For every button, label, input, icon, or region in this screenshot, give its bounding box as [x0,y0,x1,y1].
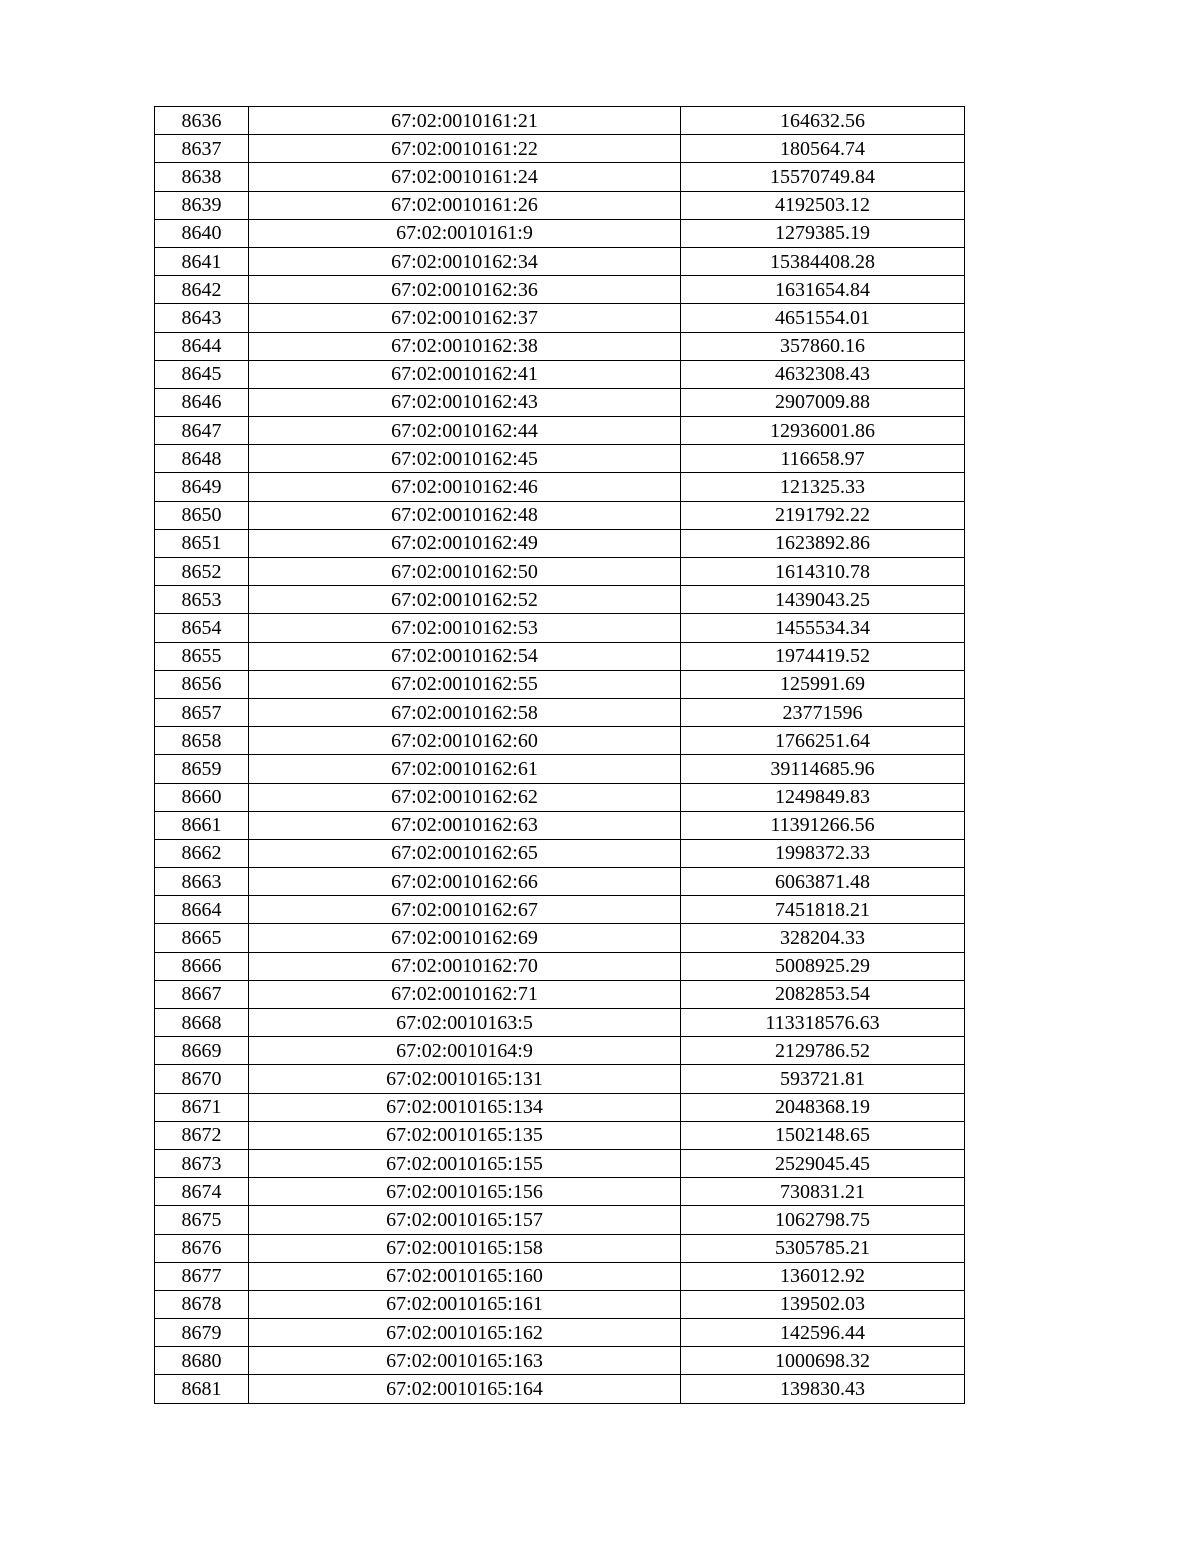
row-number-cell: 8645 [155,360,249,388]
table-row [155,952,965,980]
table-row [155,107,965,135]
cadastral-number-cell: 67:02:0010162:62 [249,783,681,811]
row-number-cell: 8670 [155,1065,249,1093]
row-number-cell: 8660 [155,783,249,811]
cadastral-number-cell: 67:02:0010162:61 [249,755,681,783]
table-row [155,247,965,275]
cadastral-value-cell: 113318576.63 [681,1009,965,1037]
cadastral-value-cell: 2191792.22 [681,501,965,529]
cadastral-value-cell: 180564.74 [681,135,965,163]
cadastral-value-cell: 1631654.84 [681,276,965,304]
row-number-cell: 8644 [155,332,249,360]
table-row [155,1262,965,1290]
table-row [155,276,965,304]
cadastral-number-cell: 67:02:0010161:24 [249,163,681,191]
cadastral-number-cell: 67:02:0010162:34 [249,247,681,275]
row-number-cell: 8658 [155,727,249,755]
row-number-cell: 8642 [155,276,249,304]
cadastral-number-cell: 67:02:0010162:43 [249,388,681,416]
cadastral-number-cell: 67:02:0010162:55 [249,670,681,698]
table-row [155,304,965,332]
table-row [155,811,965,839]
table-row [155,1093,965,1121]
cadastral-number-cell: 67:02:0010162:37 [249,304,681,332]
table-row [155,839,965,867]
cadastral-number-cell: 67:02:0010162:44 [249,417,681,445]
cadastral-value-cell: 2907009.88 [681,388,965,416]
cadastral-value-cell: 1000698.32 [681,1347,965,1375]
cadastral-number-cell: 67:02:0010162:36 [249,276,681,304]
row-number-cell: 8676 [155,1234,249,1262]
cadastral-number-cell: 67:02:0010162:70 [249,952,681,980]
cadastral-number-cell: 67:02:0010162:54 [249,642,681,670]
table-row [155,445,965,473]
row-number-cell: 8653 [155,586,249,614]
cadastral-value-cell: 1614310.78 [681,558,965,586]
row-number-cell: 8648 [155,445,249,473]
cadastral-number-cell: 67:02:0010162:48 [249,501,681,529]
table-row [155,473,965,501]
cadastral-number-cell: 67:02:0010165:155 [249,1149,681,1177]
cadastral-value-table [154,106,965,1404]
cadastral-value-cell: 125991.69 [681,670,965,698]
row-number-cell: 8669 [155,1037,249,1065]
table-row [155,896,965,924]
row-number-cell: 8678 [155,1290,249,1318]
cadastral-value-cell: 116658.97 [681,445,965,473]
cadastral-value-cell: 39114685.96 [681,755,965,783]
row-number-cell: 8679 [155,1319,249,1347]
row-number-cell: 8663 [155,868,249,896]
cadastral-value-cell: 139502.03 [681,1290,965,1318]
cadastral-number-cell: 67:02:0010162:65 [249,839,681,867]
table-row [155,614,965,642]
cadastral-number-cell: 67:02:0010165:158 [249,1234,681,1262]
row-number-cell: 8656 [155,670,249,698]
cadastral-value-cell: 1439043.25 [681,586,965,614]
row-number-cell: 8674 [155,1178,249,1206]
cadastral-value-cell: 11391266.56 [681,811,965,839]
cadastral-value-cell: 1974419.52 [681,642,965,670]
table-row [155,1347,965,1375]
table-row [155,1319,965,1347]
cadastral-number-cell: 67:02:0010165:163 [249,1347,681,1375]
cadastral-value-cell: 1502148.65 [681,1121,965,1149]
table-row [155,558,965,586]
cadastral-number-cell: 67:02:0010161:22 [249,135,681,163]
table-row [155,924,965,952]
row-number-cell: 8640 [155,219,249,247]
table-row [155,191,965,219]
row-number-cell: 8654 [155,614,249,642]
row-number-cell: 8671 [155,1093,249,1121]
cadastral-value-cell: 1279385.19 [681,219,965,247]
cadastral-value-cell: 15570749.84 [681,163,965,191]
row-number-cell: 8666 [155,952,249,980]
row-number-cell: 8665 [155,924,249,952]
table-row [155,1037,965,1065]
row-number-cell: 8641 [155,247,249,275]
cadastral-number-cell: 67:02:0010165:161 [249,1290,681,1318]
row-number-cell: 8651 [155,529,249,557]
table-row [155,783,965,811]
cadastral-value-cell: 15384408.28 [681,247,965,275]
row-number-cell: 8681 [155,1375,249,1403]
cadastral-value-cell: 1062798.75 [681,1206,965,1234]
cadastral-value-cell: 121325.33 [681,473,965,501]
table-row [155,1178,965,1206]
cadastral-number-cell: 67:02:0010162:67 [249,896,681,924]
cadastral-value-cell: 1623892.86 [681,529,965,557]
cadastral-value-cell: 1455534.34 [681,614,965,642]
row-number-cell: 8675 [155,1206,249,1234]
row-number-cell: 8637 [155,135,249,163]
cadastral-value-cell: 5008925.29 [681,952,965,980]
row-number-cell: 8662 [155,839,249,867]
table-row [155,1065,965,1093]
cadastral-number-cell: 67:02:0010165:164 [249,1375,681,1403]
row-number-cell: 8638 [155,163,249,191]
table-row [155,1121,965,1149]
table-row [155,980,965,1008]
table-row [155,1234,965,1262]
cadastral-number-cell: 67:02:0010165:160 [249,1262,681,1290]
cadastral-number-cell: 67:02:0010162:60 [249,727,681,755]
cadastral-value-cell: 136012.92 [681,1262,965,1290]
cadastral-number-cell: 67:02:0010163:5 [249,1009,681,1037]
cadastral-value-cell: 4632308.43 [681,360,965,388]
row-number-cell: 8664 [155,896,249,924]
cadastral-number-cell: 67:02:0010164:9 [249,1037,681,1065]
table-row [155,642,965,670]
cadastral-number-cell: 67:02:0010162:69 [249,924,681,952]
table-row [155,163,965,191]
cadastral-number-cell: 67:02:0010162:49 [249,529,681,557]
table-row [155,670,965,698]
row-number-cell: 8655 [155,642,249,670]
row-number-cell: 8659 [155,755,249,783]
cadastral-value-cell: 1766251.64 [681,727,965,755]
cadastral-number-cell: 67:02:0010162:66 [249,868,681,896]
table-row [155,529,965,557]
cadastral-value-cell: 2048368.19 [681,1093,965,1121]
cadastral-number-cell: 67:02:0010162:41 [249,360,681,388]
table-row [155,501,965,529]
table-row [155,1375,965,1403]
table-row [155,1009,965,1037]
row-number-cell: 8672 [155,1121,249,1149]
cadastral-value-cell: 2082853.54 [681,980,965,1008]
table-row [155,755,965,783]
table-row [155,1149,965,1177]
row-number-cell: 8639 [155,191,249,219]
cadastral-number-cell: 67:02:0010161:26 [249,191,681,219]
cadastral-value-cell: 12936001.86 [681,417,965,445]
table-row [155,360,965,388]
row-number-cell: 8667 [155,980,249,1008]
cadastral-value-cell: 2529045.45 [681,1149,965,1177]
row-number-cell: 8677 [155,1262,249,1290]
table-row [155,332,965,360]
cadastral-value-cell: 2129786.52 [681,1037,965,1065]
cadastral-number-cell: 67:02:0010165:131 [249,1065,681,1093]
cadastral-value-cell: 139830.43 [681,1375,965,1403]
table-body [155,107,965,1404]
table-row [155,388,965,416]
row-number-cell: 8673 [155,1149,249,1177]
row-number-cell: 8643 [155,304,249,332]
cadastral-value-cell: 328204.33 [681,924,965,952]
table-row [155,698,965,726]
row-number-cell: 8650 [155,501,249,529]
table-row [155,417,965,445]
cadastral-value-cell: 1249849.83 [681,783,965,811]
cadastral-value-cell: 164632.56 [681,107,965,135]
row-number-cell: 8649 [155,473,249,501]
table-row [155,1206,965,1234]
cadastral-number-cell: 67:02:0010161:9 [249,219,681,247]
cadastral-number-cell: 67:02:0010162:46 [249,473,681,501]
table-row [155,135,965,163]
row-number-cell: 8661 [155,811,249,839]
cadastral-value-cell: 6063871.48 [681,868,965,896]
cadastral-value-cell: 357860.16 [681,332,965,360]
cadastral-number-cell: 67:02:0010162:45 [249,445,681,473]
cadastral-number-cell: 67:02:0010162:52 [249,586,681,614]
cadastral-number-cell: 67:02:0010162:50 [249,558,681,586]
cadastral-value-cell: 730831.21 [681,1178,965,1206]
row-number-cell: 8668 [155,1009,249,1037]
table-row [155,586,965,614]
cadastral-value-cell: 142596.44 [681,1319,965,1347]
cadastral-number-cell: 67:02:0010165:157 [249,1206,681,1234]
cadastral-number-cell: 67:02:0010162:53 [249,614,681,642]
table-row [155,727,965,755]
row-number-cell: 8646 [155,388,249,416]
row-number-cell: 8652 [155,558,249,586]
table-row [155,219,965,247]
cadastral-number-cell: 67:02:0010162:63 [249,811,681,839]
cadastral-number-cell: 67:02:0010165:135 [249,1121,681,1149]
row-number-cell: 8647 [155,417,249,445]
cadastral-value-cell: 4651554.01 [681,304,965,332]
cadastral-number-cell: 67:02:0010165:156 [249,1178,681,1206]
cadastral-value-cell: 5305785.21 [681,1234,965,1262]
cadastral-number-cell: 67:02:0010162:58 [249,698,681,726]
cadastral-value-cell: 7451818.21 [681,896,965,924]
cadastral-number-cell: 67:02:0010165:134 [249,1093,681,1121]
cadastral-value-cell: 593721.81 [681,1065,965,1093]
row-number-cell: 8657 [155,698,249,726]
table-row [155,868,965,896]
cadastral-number-cell: 67:02:0010162:38 [249,332,681,360]
cadastral-number-cell: 67:02:0010161:21 [249,107,681,135]
cadastral-number-cell: 67:02:0010162:71 [249,980,681,1008]
row-number-cell: 8636 [155,107,249,135]
cadastral-number-cell: 67:02:0010165:162 [249,1319,681,1347]
cadastral-value-cell: 1998372.33 [681,839,965,867]
row-number-cell: 8680 [155,1347,249,1375]
table-row [155,1290,965,1318]
cadastral-value-cell: 4192503.12 [681,191,965,219]
cadastral-value-cell: 23771596 [681,698,965,726]
